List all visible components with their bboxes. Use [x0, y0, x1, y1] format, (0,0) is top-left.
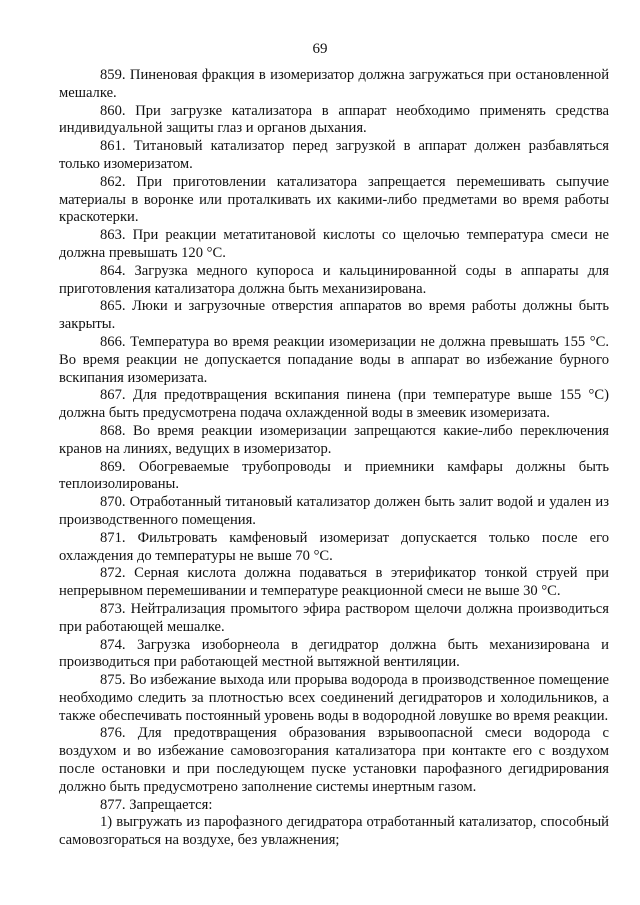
list-item-text: выгружать из парофазного дегидратора отработанный катализатор, способный самовозгораться на воздухе, без увлажнения;	[59, 814, 609, 849]
paragraph	[59, 174, 609, 227]
paragraph-text: Обогреваемые трубопроводы и приемники камфары должны быть теплоизолированы.	[59, 458, 609, 493]
paragraph-text: При загрузке катализатора в аппарат необходимо применять средства индивидуальной защиты глаз и органов дыхания.	[59, 102, 609, 137]
paragraph	[59, 138, 609, 174]
paragraph-text: При приготовлении катализатора запрещается перемешивать сыпучие материалы в воронке или проталкивать их какими-либо предметами во время работы краскотерки.	[59, 173, 609, 226]
paragraph-number: 863.	[100, 227, 126, 244]
paragraph-text: Отработанный титановый катализатор должен быть залит водой и удален из производственного помещения.	[59, 494, 610, 528]
paragraph	[59, 672, 609, 725]
paragraph	[59, 459, 609, 495]
paragraph-number: 866.	[100, 333, 126, 350]
paragraph-text: Во время реакции изомеризации запрещаются какие-либо переключения кранов на линиях, ведущих в изомеризатор.	[59, 422, 609, 457]
paragraph-text: Для предотвращения образования взрывоопасной смеси водорода с воздухом и во избежание самовозгорания катализатора при контакте его с воздухом после остановки и при последующем пуске установки парофазного дегидрирования должно быть предусмотрено заполнение системы инертным газом.	[59, 725, 609, 795]
page-number: 69	[312, 41, 328, 57]
paragraph-number: 871.	[100, 529, 126, 546]
paragraph	[59, 334, 609, 387]
paragraph	[59, 263, 609, 299]
paragraph-text: Загрузка изоборнеола в дегидратор должна быть механизирована и производиться при работающей местной вытяжной вентиляции.	[59, 636, 609, 671]
paragraph-number: 868.	[100, 422, 126, 439]
paragraph-number: 865.	[100, 298, 126, 315]
paragraph	[59, 227, 609, 263]
paragraph	[59, 423, 609, 459]
paragraph-number: 860.	[100, 102, 126, 119]
paragraph-text: Во избежание выхода или прорыва водорода в производственное помещение необходимо следить за плотностью всех соединений дегидраторов и холодильников, а также обеспечивать постоянный уровень воды в водородной ловушке во время реакции.	[59, 672, 610, 724]
list-item-number: 1)	[100, 814, 113, 831]
paragraph	[59, 298, 609, 334]
paragraph	[59, 103, 609, 139]
paragraph-number: 862.	[100, 173, 126, 190]
paragraph	[59, 565, 609, 601]
paragraph-number: 870.	[100, 494, 126, 511]
paragraph-number: 877.	[100, 796, 126, 813]
paragraph-text: Титановый катализатор перед загрузкой в аппарат должен разбавляться только изомеризатом.	[59, 138, 610, 172]
paragraph-number: 864.	[100, 262, 126, 279]
paragraph-number: 861.	[100, 138, 126, 155]
paragraph-text: При реакции метатитановой кислоты со щелочью температура смеси не должна превышать 120 °С.	[59, 227, 609, 261]
paragraph-text: Нейтрализация промытого эфира раствором щелочи должна производиться при работающей мешалке.	[59, 600, 609, 635]
paragraph-text: Запрещается:	[129, 796, 213, 813]
paragraph-number: 867.	[100, 387, 126, 404]
paragraph-number: 869.	[100, 458, 126, 475]
list-item	[59, 814, 609, 850]
paragraph	[59, 387, 609, 423]
paragraph	[59, 67, 609, 103]
paragraph-number: 876.	[100, 725, 126, 742]
paragraph-number: 873.	[100, 600, 126, 617]
paragraph-text: Пиненовая фракция в изомеризатор должна загружаться при остановленной мешалке.	[59, 67, 610, 101]
paragraph-text: Люки и загрузочные отверстия аппаратов во время работы должны быть закрыты.	[59, 298, 609, 333]
paragraph-text: Фильтровать камфеновый изомеризат допускается только после его охлаждения до температуры не выше 70 °С.	[59, 529, 609, 564]
document-body	[59, 67, 609, 850]
paragraph-number: 872.	[100, 565, 126, 582]
paragraph	[59, 637, 609, 673]
paragraph	[59, 530, 609, 566]
paragraph	[59, 494, 609, 530]
paragraph-text: Температура во время реакции изомеризации не должна превышать 155 °С. Во время реакции не допускается попадание воды в аппарат во избежание бурного вскипания изомеризата.	[59, 333, 609, 386]
paragraph-text: Для предотвращения вскипания пинена (при температуре выше 155 °С) должна быть предусмотрена подача охлажденной воды в змеевик изомеризата.	[59, 387, 609, 422]
paragraph-number: 859.	[100, 67, 126, 83]
paragraph-text: Загрузка медного купороса и кальцинированной соды в аппараты для приготовления катализатора должна быть механизирована.	[59, 262, 609, 297]
paragraph	[59, 797, 609, 815]
paragraph	[59, 601, 609, 637]
paragraph-number: 875.	[100, 672, 126, 689]
paragraph-number: 874.	[100, 636, 126, 653]
paragraph	[59, 725, 609, 796]
paragraph-text: Серная кислота должна подаваться в этерификатор тонкой струей при непрерывном перемешивании и температуре реакционной смеси не выше 30 °С.	[59, 565, 609, 600]
